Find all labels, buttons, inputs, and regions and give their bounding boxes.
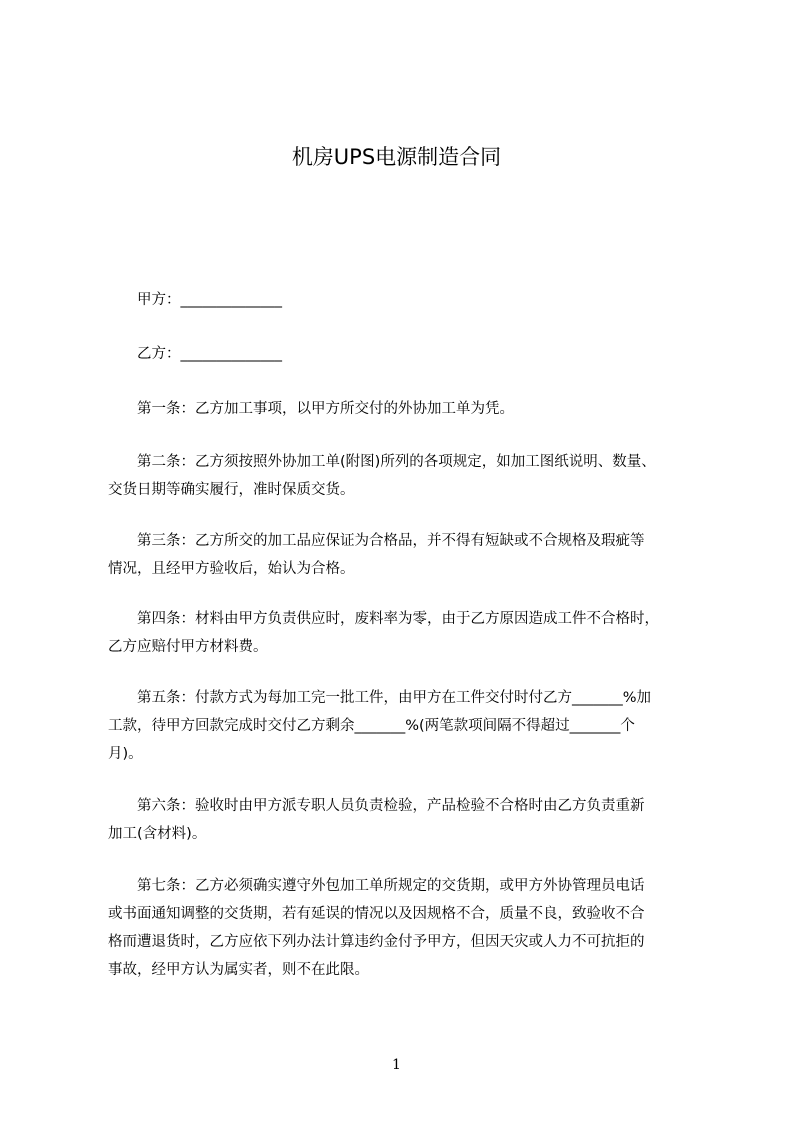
article-3 bbox=[108, 527, 708, 583]
document-title: 机房UPS电源制造合同 bbox=[291, 145, 502, 169]
article-2 bbox=[108, 448, 708, 504]
party-b-text: 乙方：______________ bbox=[137, 346, 282, 362]
party-a-line bbox=[108, 286, 708, 314]
article-6 bbox=[108, 792, 708, 848]
article-7 bbox=[108, 872, 708, 984]
article-7-line-3: 格而遭退货时，乙方应依下列办法计算违约金付予甲方，但因天灾或人力不可抗拒的 bbox=[108, 934, 645, 950]
article-4-line-1: 第四条：材料由甲方负责供应时，废料率为零，由于乙方原因造成工件不合格时， bbox=[137, 611, 659, 627]
article-1 bbox=[108, 395, 708, 423]
article-1-line-1: 第一条：乙方加工事项，以甲方所交付的外协加工单为凭。 bbox=[137, 401, 514, 417]
article-7-line-2: 或书面通知调整的交货期，若有延误的情况以及因规格不合，质量不良，致验收不合 bbox=[108, 906, 645, 922]
page-number: 1 bbox=[392, 1057, 401, 1073]
party-a-text: 甲方：______________ bbox=[137, 292, 282, 308]
article-7-line-4: 事故，经甲方认为属实者，则不在此限。 bbox=[108, 962, 369, 978]
article-5-line-1: 第五条：付款方式为每加工完一批工件，由甲方在工件交付时付乙方_______%加 bbox=[137, 690, 652, 706]
article-4-line-2: 乙方应赔付甲方材料费。 bbox=[108, 639, 268, 655]
article-3-line-1: 第三条：乙方所交的加工品应保证为合格品，并不得有短缺或不合规格及瑕疵等 bbox=[137, 533, 645, 549]
article-5 bbox=[108, 684, 708, 768]
article-6-line-2: 加工(含材料)。 bbox=[108, 826, 207, 842]
article-5-line-2: 工款，待甲方回款完成时交付乙方剩余_______%(两笔款项间隔不得超过_______个 bbox=[108, 718, 635, 734]
article-5-line-3: 月)。 bbox=[108, 746, 143, 762]
article-2-line-2: 交货日期等确实履行，准时保质交货。 bbox=[108, 482, 355, 498]
article-2-line-1: 第二条：乙方须按照外协加工单(附图)所列的各项规定，如加工图纸说明、数量、 bbox=[137, 454, 656, 470]
party-b-line bbox=[108, 340, 708, 368]
article-3-line-2: 情况，且经甲方验收后，始认为合格。 bbox=[108, 561, 355, 577]
article-6-line-1: 第六条：验收时由甲方派专职人员负责检验，产品检验不合格时由乙方负责重新 bbox=[137, 798, 645, 814]
article-7-line-1: 第七条：乙方必须确实遵守外包加工单所规定的交货期，或甲方外协管理员电话 bbox=[137, 878, 645, 894]
article-4 bbox=[108, 605, 708, 661]
